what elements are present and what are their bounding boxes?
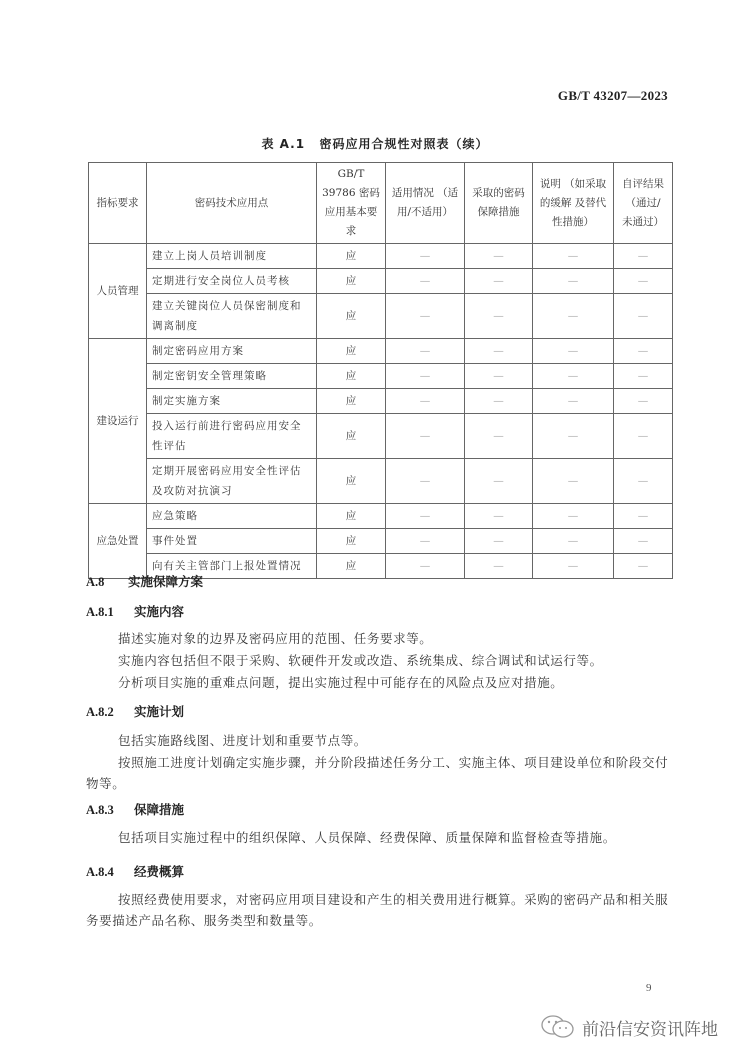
dash-cell: — <box>614 504 673 529</box>
col-header-notes: 说明 （如采取的缓解 及替代性措施） <box>533 163 614 244</box>
paragraph: 按照经费使用要求，对密码应用项目建设和产生的相关费用进行概算。采购的密码产品和相关服务要描述产品名称、服务类型和数量等。 <box>86 892 669 928</box>
dash-cell: — <box>533 339 614 364</box>
paragraph: 按照施工进度计划确定实施步骤，并分阶段描述任务分工、实施主体、项目建设单位和阶段交付物等。 <box>86 755 669 791</box>
dash-cell: — <box>533 269 614 294</box>
dash-cell: — <box>386 269 465 294</box>
dash-cell: — <box>614 554 673 579</box>
dash-cell: — <box>465 294 533 339</box>
section-heading-a84: A.8.4 经费概算 <box>86 864 185 879</box>
paragraph: 分析项目实施的重难点问题，提出实施过程中可能存在的风险点及应对措施。 <box>118 675 564 690</box>
table-header-row <box>89 163 673 244</box>
table-title-text: 密码应用合规性对照表（续） <box>319 137 489 151</box>
requirement-cell: 应 <box>317 554 386 579</box>
requirement-cell: 应 <box>317 414 386 459</box>
dash-cell: — <box>533 244 614 269</box>
dash-cell: — <box>533 414 614 459</box>
standard-id: GB/T 43207—2023 <box>557 88 668 103</box>
section-heading-a83: A.8.3 保障措施 <box>86 802 185 817</box>
dash-cell: — <box>614 529 673 554</box>
requirement-cell: 应 <box>317 389 386 414</box>
tech-point-cell: 事件处置 <box>147 529 317 554</box>
dash-cell: — <box>614 414 673 459</box>
dash-cell: — <box>386 554 465 579</box>
requirement-cell: 应 <box>317 364 386 389</box>
category-cell: 建设运行 <box>89 339 147 504</box>
col-header-measures: 采取的密码 保障措施 <box>465 163 533 244</box>
tech-point-cell: 制定密钥安全管理策略 <box>147 364 317 389</box>
requirement-cell: 应 <box>317 459 386 504</box>
dash-cell: — <box>386 339 465 364</box>
tech-point-cell: 投入运行前进行密码应用安全性评估 <box>147 414 317 459</box>
dash-cell: — <box>386 504 465 529</box>
table-row <box>89 269 673 294</box>
dash-cell: — <box>386 529 465 554</box>
category-cell: 人员管理 <box>89 244 147 339</box>
requirement-cell: 应 <box>317 269 386 294</box>
dash-cell: — <box>533 364 614 389</box>
table-row <box>89 504 673 529</box>
tech-point-cell: 向有关主管部门上报处置情况 <box>147 554 317 579</box>
table-title-prefix: 表 A.1 <box>261 137 306 151</box>
col-header-tech-point: 密码技术应用点 <box>147 163 317 244</box>
requirement-cell: 应 <box>317 244 386 269</box>
tech-point-cell: 定期进行安全岗位人员考核 <box>147 269 317 294</box>
dash-cell: — <box>386 244 465 269</box>
col-header-self-eval: 自评结果 （通过/ 未通过） <box>614 163 673 244</box>
dash-cell: — <box>465 529 533 554</box>
table-row <box>89 339 673 364</box>
table-row <box>89 459 673 504</box>
tech-point-cell: 应急策略 <box>147 504 317 529</box>
section-heading-a82: A.8.2 实施计划 <box>86 704 185 719</box>
col-header-indicator: 指标要求 <box>89 163 147 244</box>
section-heading-a81: A.8.1 实施内容 <box>86 604 185 619</box>
requirement-cell: 应 <box>317 529 386 554</box>
table-row <box>89 389 673 414</box>
table-row <box>89 294 673 339</box>
dash-cell: — <box>614 389 673 414</box>
watermark-text: 前沿信安资讯阵地 <box>582 1019 718 1040</box>
dash-cell: — <box>386 414 465 459</box>
table-row <box>89 414 673 459</box>
requirement-cell: 应 <box>317 504 386 529</box>
dash-cell: — <box>614 339 673 364</box>
col-header-basic-req: GB/T 39786 密码应用基本要求 <box>317 163 386 244</box>
dash-cell: — <box>465 244 533 269</box>
dash-cell: — <box>386 364 465 389</box>
dash-cell: — <box>465 389 533 414</box>
tech-point-cell: 建立上岗人员培训制度 <box>147 244 317 269</box>
dash-cell: — <box>614 459 673 504</box>
table-row <box>89 529 673 554</box>
requirement-cell: 应 <box>317 339 386 364</box>
compliance-table <box>88 162 673 579</box>
dash-cell: — <box>614 294 673 339</box>
dash-cell: — <box>533 389 614 414</box>
dash-cell: — <box>386 459 465 504</box>
dash-cell: — <box>465 269 533 294</box>
tech-point-cell: 制定实施方案 <box>147 389 317 414</box>
tech-point-cell: 制定密码应用方案 <box>147 339 317 364</box>
dash-cell: — <box>386 294 465 339</box>
dash-cell: — <box>465 554 533 579</box>
paragraph: 包括项目实施过程中的组织保障、人员保障、经费保障、质量保障和监督检查等措施。 <box>118 830 616 845</box>
table-title <box>0 135 750 152</box>
page-number: 9 <box>646 982 652 994</box>
dash-cell: — <box>386 389 465 414</box>
wechat-icon <box>540 1014 576 1040</box>
dash-cell: — <box>465 414 533 459</box>
dash-cell: — <box>533 554 614 579</box>
dash-cell: — <box>465 459 533 504</box>
dash-cell: — <box>614 244 673 269</box>
dash-cell: — <box>533 504 614 529</box>
dash-cell: — <box>614 364 673 389</box>
col-header-applicability: 适用情况 （适用/不适用） <box>386 163 465 244</box>
dash-cell: — <box>533 459 614 504</box>
paragraph: 实施内容包括但不限于采购、软硬件开发或改造、系统集成、综合调试和试运行等。 <box>118 653 603 668</box>
paragraph: 包括实施路线图、进度计划和重要节点等。 <box>118 733 367 748</box>
requirement-cell: 应 <box>317 294 386 339</box>
tech-point-cell: 建立关键岗位人员保密制度和调离制度 <box>147 294 317 339</box>
category-cell: 应急处置 <box>89 504 147 579</box>
dash-cell: — <box>533 529 614 554</box>
watermark <box>540 1014 718 1040</box>
dash-cell: — <box>465 339 533 364</box>
paragraph: 描述实施对象的边界及密码应用的范围、任务要求等。 <box>118 631 433 646</box>
tech-point-cell: 定期开展密码应用安全性评估及攻防对抗演习 <box>147 459 317 504</box>
dash-cell: — <box>465 504 533 529</box>
table-row <box>89 244 673 269</box>
section-heading-a8: A.8 实施保障方案 <box>86 574 204 589</box>
table-row <box>89 364 673 389</box>
dash-cell: — <box>614 269 673 294</box>
dash-cell: — <box>533 294 614 339</box>
dash-cell: — <box>465 364 533 389</box>
